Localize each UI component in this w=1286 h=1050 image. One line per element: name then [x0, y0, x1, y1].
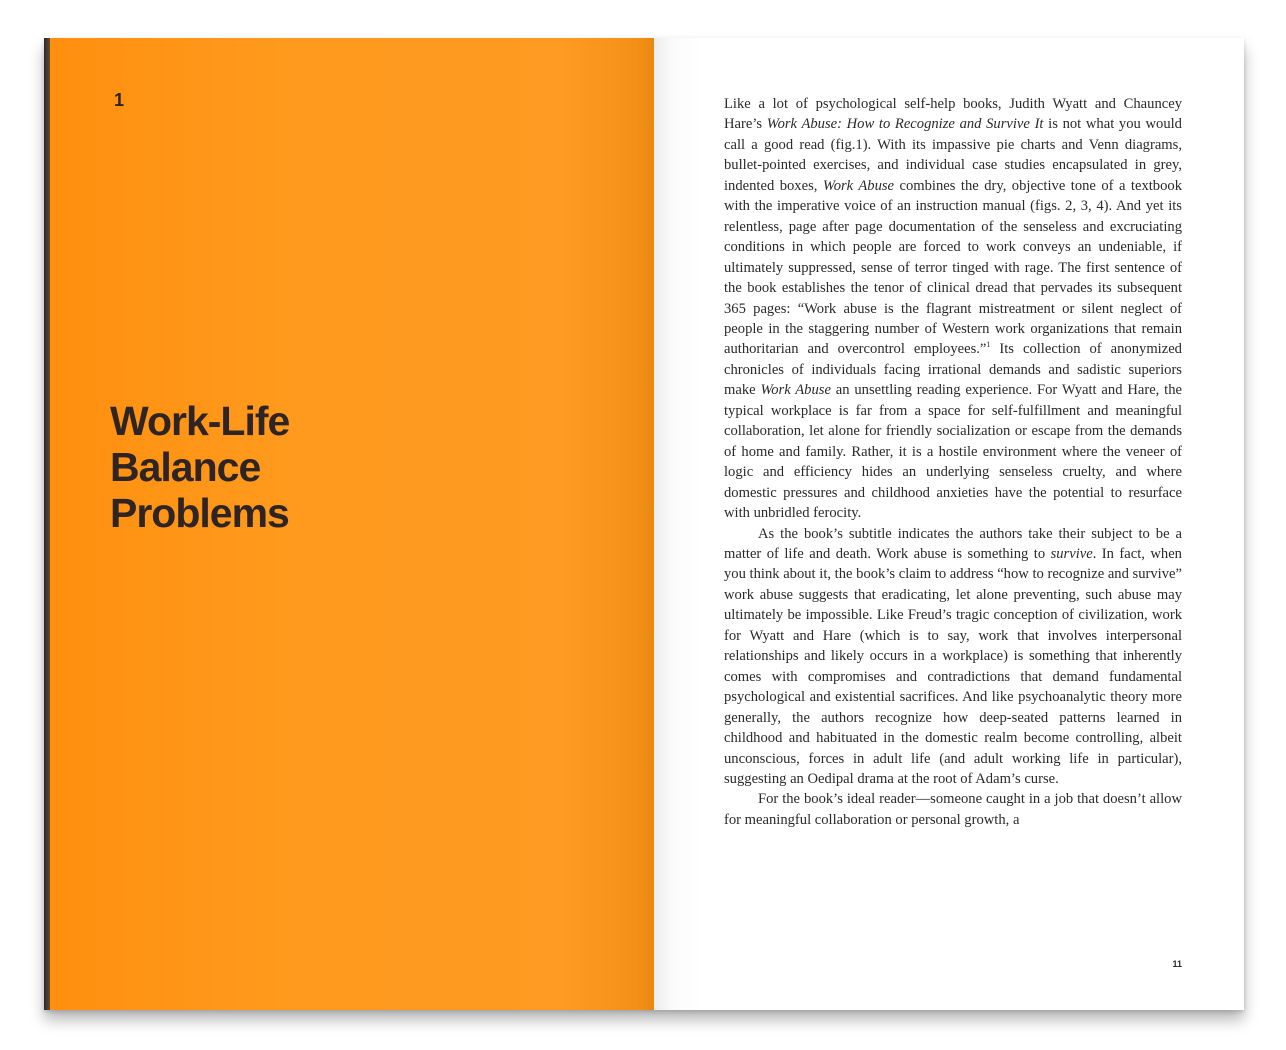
p2-text-2: . In fact, when you think about it, the book’s claim to address “how to recognize and survive” work abuse suggests that eradicating, let alone preventing, such abuse may ultimately be impossible. Like Freud’s tragic conception of civilization, work for Wyatt and Hare (which is to say, work that involves interpersonal relationships and likely occurs in a workplace) is something that inherently comes with compromises and contradictions that demand fundamental psychological and existential sacrifices. And like psychoanalytic theory more generally, the authors recognize how deep-seated patterns learned in childhood and habituated in the domestic realm become controlling, albeit unconscious, forces in adult life (and adult working life in particular), suggesting an Oedipal drama at the root of Adam’s curse. — [724, 545, 1182, 787]
page-number: 11 — [1172, 959, 1182, 969]
p1-text-2: is not what you would call a good read (fig.1). With its impassive pie charts and Venn diagrams, bullet-pointed exercises, and individual case studies encapsulated in grey, indented boxes, — [724, 116, 1182, 194]
p1-book-title-short-2: Work Abuse — [760, 382, 831, 399]
p1-text-4: Its collection of anonymized chronicles of individuals facing irrational demands and sadistic superiors make — [724, 341, 1182, 399]
right-page — [654, 38, 1244, 1010]
footnote-marker: 1 — [986, 340, 991, 350]
p1-text-5: an unsettling reading experience. For Wyatt and Hare, the typical workplace is far from a space for self-fulfillment and meaningful collaboration, let alone for friendly socialization or escape from the demands of home and family. Rather, it is a hostile environment where the veneer of logic and efficiency hides an underlying senseless cruelty, and where domestic pressures and childhood anxieties have the potential to resurface with unbridled ferocity. — [724, 382, 1182, 522]
p2-text-1: As the book’s subtitle indicates the authors take their subject to be a matter of life and death. Work abuse is something to — [724, 525, 1182, 562]
p1-text-3: combines the dry, objective tone of a textbook with the imperative voice of an instruction manual (figs. 2, 3, 4). And yet its relentless, page after page documentation of the senseless and excruciating conditions in which people are forced to work conveys an undeniable, if ultimately suppressed, sense of terror tinged with rage. The first sentence of the book establishes the tenor of clinical dread that pervades its subsequent 365 pages: “Work abuse is the flagrant mistreatment or silent neglect of people in the staggering number of Western work organizations that remain authoritarian and overcontrol employees.” — [724, 177, 1182, 358]
p1-book-title: Work Abuse: How to Recognize and Survive It — [766, 116, 1044, 133]
left-page — [44, 38, 654, 1010]
paragraph-1 — [724, 94, 1182, 524]
p1-book-title-short-1: Work Abuse — [822, 177, 895, 194]
chapter-title-line-2: Balance — [110, 444, 261, 490]
p1-text-1: Like a lot of psychological self-help books, Judith Wyatt and Chauncey Hare’s — [724, 96, 1182, 133]
chapter-title-line-1: Work-Life — [110, 398, 290, 444]
paragraph-3 — [724, 789, 1182, 830]
spine-edge — [44, 38, 50, 1010]
p3-text-1: For the book’s ideal reader—someone caught in a job that doesn’t allow for meaningful collaboration or personal growth, a — [724, 791, 1182, 828]
chapter-number: 1 — [114, 90, 125, 110]
paragraph-2 — [724, 524, 1182, 790]
book-spread — [44, 38, 1244, 1010]
chapter-title — [110, 398, 289, 536]
chapter-title-line-3: Problems — [110, 490, 289, 536]
p2-emphasis-survive: survive — [1050, 545, 1093, 562]
body-text — [724, 94, 1182, 830]
